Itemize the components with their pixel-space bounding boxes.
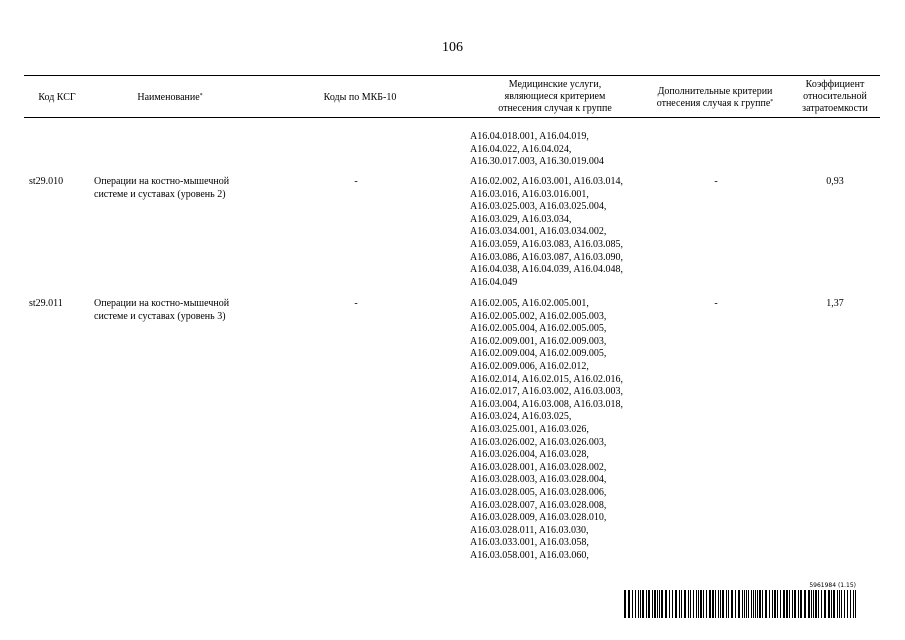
header-mkb: Коды по МКБ-10	[323, 92, 397, 103]
barcode-bar	[850, 590, 851, 618]
row-name: Операции на костно-мышечной системе и суставах (уровень 2)	[94, 176, 230, 200]
barcode-bar	[847, 590, 848, 618]
header-name-footnote-mark: *	[199, 93, 203, 99]
barcode-bar	[718, 590, 719, 618]
barcode-bar	[669, 590, 670, 618]
barcode-bar	[728, 590, 729, 618]
barcode-bar	[706, 590, 707, 618]
header-services: Медицинские услуги, являющиеся критерием отнесения случая к группе	[498, 79, 612, 114]
barcode-bars	[624, 590, 856, 618]
barcode-bar	[844, 590, 845, 618]
barcode-bar	[681, 590, 682, 618]
barcode-bar	[646, 590, 647, 618]
barcode-bar	[762, 590, 763, 618]
barcode-bar	[635, 590, 636, 618]
barcode-bar	[828, 590, 830, 618]
barcode-bar	[665, 590, 667, 618]
barcode-bar	[751, 590, 752, 618]
row-services: A16.02.005, A16.02.005.001, A16.02.005.002, A16.02.005.003, A16.02.005.004, A16.02.005.005, A16.02.009.001, A16.02.009.003, A16.02.009.004, A16.02.009.005, A16.02.009.006, A16.02.012, A16.02.014, A16.02.015, A16.02.016, A16.02.017, A16.03.002, A16.03.003, A16.03.004, A16.03.008, A16.03.018, A16.03.024, A16.03.025, A16.03.025.001, A16.03.026, A16.03.026.002, A16.03.026.003, A16.03.026.004, A16.03.028, A16.03.028.001, A16.03.028.002, A16.03.028.003, A16.03.028.004, A16.03.028.005, A16.03.028.006, A16.03.028.007, A16.03.028.008, A16.03.028.009, A16.03.028.010, A16.03.028.011, A16.03.030, A16.03.033.001, A16.03.058, A16.03.058.001, A16.03.060,	[470, 298, 624, 561]
barcode-bar	[783, 590, 785, 618]
barcode-bar	[648, 590, 650, 618]
barcode-bar	[794, 590, 796, 618]
barcode-bar	[722, 590, 724, 618]
barcode-bar	[792, 590, 793, 618]
row-coef: 0,93	[826, 176, 844, 187]
barcode-bar	[703, 590, 704, 618]
barcode-bar	[774, 590, 776, 618]
barcode-bar	[813, 590, 814, 618]
header-code: Код КСГ	[38, 92, 76, 103]
barcode-bar	[811, 590, 812, 618]
barcode-bar	[696, 590, 697, 618]
barcode-bar	[841, 590, 842, 618]
barcode-bar	[659, 590, 660, 618]
header-extra: Дополнительные критерии отнесения случая к группе*	[656, 86, 774, 109]
barcode-bar	[769, 590, 770, 618]
barcode-bar	[731, 590, 733, 618]
header-name-text: Наименование	[137, 92, 200, 103]
barcode-bar	[661, 590, 663, 618]
barcode-bar	[772, 590, 773, 618]
barcode-bar	[738, 590, 740, 618]
row-extra: -	[714, 298, 718, 309]
header-coef: Коэффициент относительной затратоемкости	[802, 79, 868, 114]
barcode-bar	[693, 590, 694, 618]
barcode-bar	[798, 590, 799, 618]
barcode-bar	[789, 590, 790, 618]
barcode-bar	[800, 590, 802, 618]
barcode-bar	[735, 590, 736, 618]
barcode-bar	[780, 590, 781, 618]
barcode-bar	[808, 590, 810, 618]
barcode	[624, 582, 856, 620]
barcode-bar	[765, 590, 767, 618]
row-code: st29.011	[29, 298, 63, 309]
barcode-bar	[672, 590, 673, 618]
barcode-bar	[726, 590, 727, 618]
barcode-bar	[709, 590, 711, 618]
barcode-bar	[821, 590, 822, 618]
barcode-bar	[831, 590, 832, 618]
barcode-bar	[640, 590, 641, 618]
barcode-bar	[638, 590, 639, 618]
barcode-bar	[675, 590, 677, 618]
barcode-bar	[684, 590, 686, 618]
page-number: 106	[442, 40, 463, 55]
row-mkb: -	[354, 298, 358, 309]
barcode-bar	[690, 590, 691, 618]
row-mkb: -	[354, 176, 358, 187]
barcode-bar	[657, 590, 658, 618]
barcode-bar	[632, 590, 633, 618]
barcode-bar	[700, 590, 702, 618]
barcode-bar	[833, 590, 835, 618]
barcode-bar	[654, 590, 656, 618]
barcode-bar	[746, 590, 747, 618]
barcode-bar	[818, 590, 819, 618]
header-name	[100, 92, 240, 104]
barcode-bar	[815, 590, 817, 618]
barcode-bar	[698, 590, 699, 618]
barcode-bar	[744, 590, 745, 618]
row-code: st29.010	[29, 176, 64, 187]
barcode-bar	[824, 590, 826, 618]
continuation-services: A16.04.018.001, A16.04.019, A16.04.022, A16.04.024, A16.30.017.003, A16.30.019.004	[470, 131, 604, 168]
table-top-rule	[24, 75, 880, 76]
barcode-bar	[652, 590, 653, 618]
row-services: A16.02.002, A16.03.001, A16.03.014, A16.03.016, A16.03.016.001, A16.03.025.003, A16.03.025.004, A16.03.029, A16.03.034, A16.03.034.001, A16.03.034.002, A16.03.059, A16.03.083, A16.03.085, A16.03.086, A16.03.087, A16.03.090, A16.04.038, A16.04.039, A16.04.048, A16.04.049	[470, 176, 624, 288]
barcode-bar	[786, 590, 788, 618]
barcode-bar	[759, 590, 761, 618]
row-name: Операции на костно-мышечной системе и суставах (уровень 3)	[94, 298, 230, 322]
barcode-bar	[837, 590, 838, 618]
barcode-bar	[804, 590, 806, 618]
barcode-bar	[624, 590, 626, 618]
barcode-bar	[742, 590, 743, 618]
barcode-bar	[712, 590, 714, 618]
barcode-bar	[757, 590, 758, 618]
header-extra-footnote-mark: *	[770, 99, 774, 105]
barcode-bar	[679, 590, 680, 618]
barcode-bar	[855, 590, 856, 618]
barcode-bar	[628, 590, 630, 618]
row-extra: -	[714, 176, 718, 187]
barcode-bar	[720, 590, 721, 618]
barcode-bar	[688, 590, 689, 618]
barcode-bar	[715, 590, 716, 618]
table-header-bottom-rule	[24, 117, 880, 118]
barcode-bar	[777, 590, 778, 618]
row-coef: 1,37	[826, 298, 844, 309]
barcode-bar	[839, 590, 840, 618]
barcode-bar	[753, 590, 754, 618]
barcode-bar	[853, 590, 854, 618]
barcode-bar	[748, 590, 749, 618]
barcode-bar	[642, 590, 644, 618]
barcode-number: 5961984 (1.15)	[809, 582, 856, 589]
barcode-bar	[755, 590, 756, 618]
